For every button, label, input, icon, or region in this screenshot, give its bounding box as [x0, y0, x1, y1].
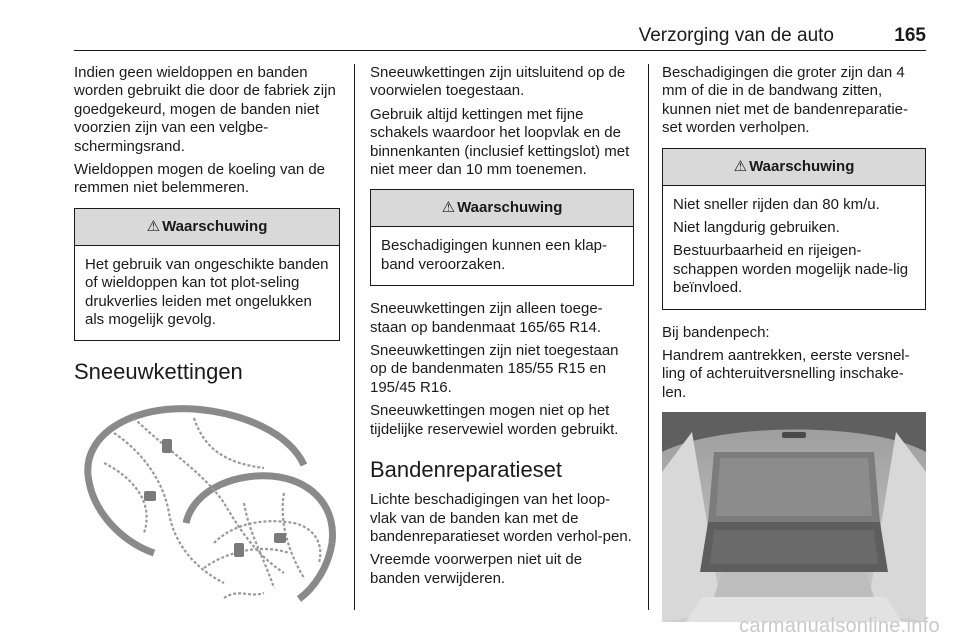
warning-icon: ⚠: [441, 199, 456, 217]
section-heading: Bandenreparatieset: [370, 457, 563, 483]
warning-box: [74, 208, 340, 342]
car-trunk-photo: [662, 412, 928, 622]
paragraph: Vreemde voorwerpen niet uit de banden verwijderen.: [370, 551, 583, 587]
paragraph: Sneeuwkettingen zijn alleen toege-staan op bandenmaat 165/65 R14.: [370, 300, 603, 336]
warning-header: [75, 209, 339, 246]
section-heading: Sneeuwkettingen: [74, 359, 243, 385]
header-title: Verzorging van de auto: [638, 25, 834, 46]
column-divider: [354, 64, 355, 610]
column-middle: [370, 64, 634, 593]
paragraph: Indien geen wieldoppen en banden worden gebruikt die door de fabriek zijn goedgekeurd, mogen de banden niet voorzien zijn van een velgbe-schermingsrand.: [74, 64, 336, 155]
paragraph: Sneeuwkettingen zijn niet toegestaan op de bandenmaten 185/55 R15 en 195/45 R16.: [370, 342, 619, 396]
paragraph: Wieldoppen mogen de koeling van de remmen niet belemmeren.: [74, 161, 326, 197]
warning-box: [370, 189, 634, 286]
warning-text: Het gebruik van ongeschikte banden of wieldoppen kan tot plot-seling drukverlies leiden met ongelukken als mogelijk gevolg.: [85, 255, 329, 329]
warning-title: Waarschuwing: [457, 199, 563, 217]
paragraph: Handrem aantrekken, eerste versnel-ling of achteruitversnelling inschake-len.: [662, 347, 910, 401]
warning-text: Niet sneller rijden dan 80 km/u.: [673, 195, 880, 213]
page-header: [74, 24, 926, 51]
paragraph: Sneeuwkettingen zijn uitsluitend op de voorwielen toegestaan.: [370, 64, 626, 100]
warning-header: [663, 149, 925, 186]
watermark: carmanualsonline.info: [739, 615, 940, 637]
page-number: 165: [894, 25, 926, 46]
warning-text: Bestuurbaarheid en rijeigen-schappen worden mogelijk nade-lig beïnvloed.: [673, 242, 909, 297]
warning-icon: ⚠: [146, 217, 161, 235]
column-right: [662, 64, 926, 622]
warning-header: [371, 190, 633, 227]
snow-chains-illustration: [74, 393, 340, 605]
paragraph: Bij bandenpech:: [662, 323, 770, 341]
warning-text: Niet langdurig gebruiken.: [673, 219, 840, 237]
paragraph: Gebruik altijd kettingen met fijne schakels waardoor het loopvlak en de binnenkanten (inclusief kettingslot) met niet meer dan 10 mm toenemen.: [370, 105, 630, 179]
paragraph: Lichte beschadigingen van het loop-vlak van de banden kan met de bandenreparatieset worden verhol-pen.: [370, 491, 632, 545]
column-divider: [648, 64, 649, 610]
paragraph: Sneeuwkettingen mogen niet op het tijdelijke reservewiel worden gebruikt.: [370, 402, 619, 438]
warning-text: Beschadigingen kunnen een klap-band veroorzaken.: [381, 237, 608, 273]
warning-title: Waarschuwing: [749, 157, 855, 175]
warning-title: Waarschuwing: [162, 217, 268, 235]
warning-box: [662, 148, 926, 310]
warning-icon: ⚠: [733, 157, 748, 175]
paragraph: Beschadigingen die groter zijn dan 4 mm of die in de bandwang zitten, kunnen niet met de bandenreparatie-set worden verholpen.: [662, 64, 909, 137]
column-left: [74, 64, 340, 605]
